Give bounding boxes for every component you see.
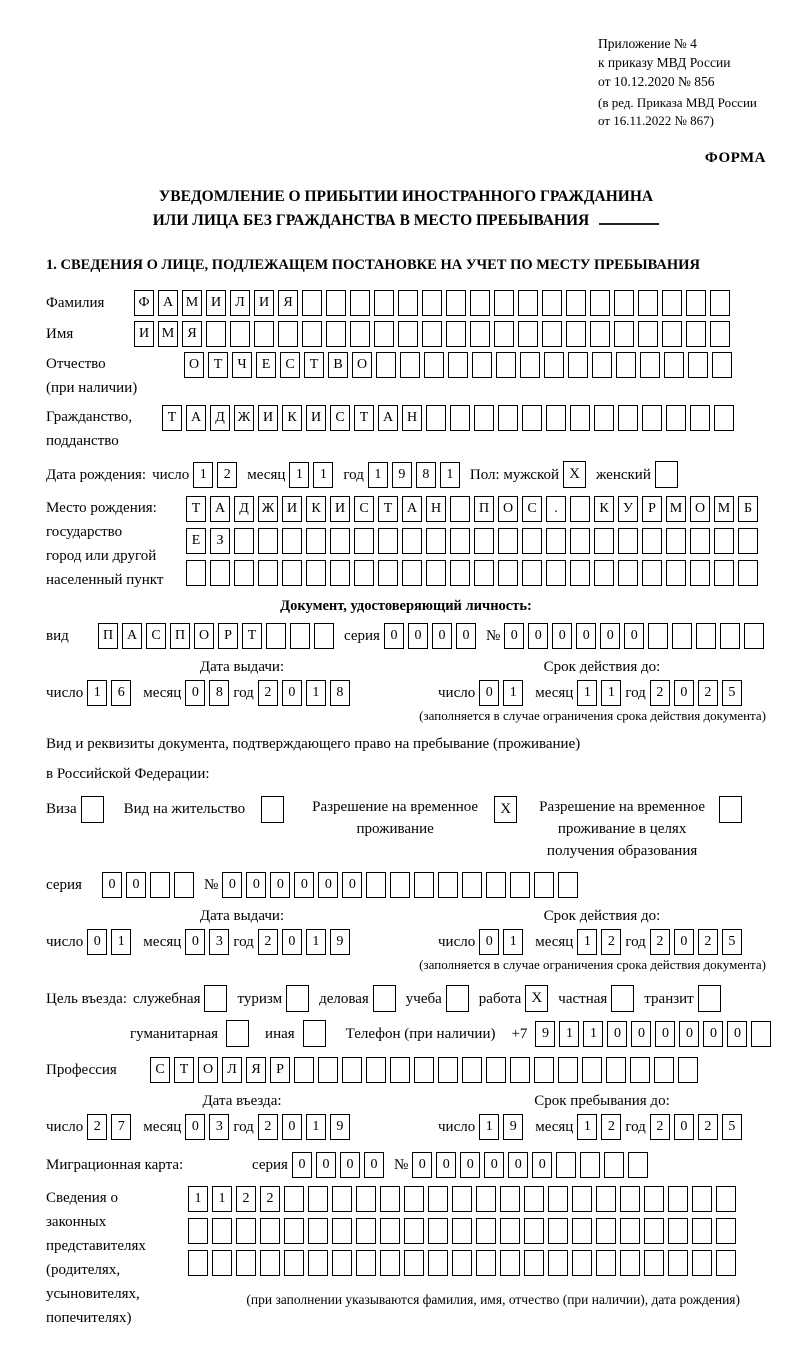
birthplace-label3: город или другой — [46, 548, 157, 564]
doc-series-field[interactable]: 0 0 0 0 — [384, 623, 480, 649]
doc-issue-month[interactable]: 0 8 — [185, 680, 233, 706]
day-label: число — [438, 1118, 476, 1135]
temp-residence-edu-checkbox[interactable] — [719, 796, 746, 823]
citizenship-label-block — [46, 405, 162, 453]
doc-number-label: № — [485, 628, 501, 644]
revision-line: от 16.11.2022 № 867) — [598, 113, 715, 128]
title-blank-underline — [599, 209, 659, 225]
permit-issue-month[interactable]: 0 3 — [185, 929, 233, 955]
birthplace-field-row2[interactable]: Е З — [186, 528, 762, 554]
permit-series-label: серия — [46, 877, 82, 893]
permit-expiry-heading: Срок действия до: — [543, 908, 661, 924]
birthplace-label4: населенный пункт — [46, 572, 164, 588]
day-label: число — [46, 684, 84, 701]
temp-residence-edu-label: Разрешение на временное проживание в целях получения образования — [539, 799, 706, 859]
phone-field[interactable]: 9 1 1 0 0 0 0 0 0 — [535, 1021, 775, 1047]
purpose-row — [46, 985, 766, 1012]
day-label: число — [438, 933, 476, 950]
month-label: месяц — [247, 466, 286, 483]
doc-issue-day[interactable]: 1 6 — [87, 680, 135, 706]
profession-field[interactable]: С Т О Л Я Р — [150, 1057, 702, 1083]
day-label: число — [152, 466, 190, 483]
residence-permit-label: Вид на жительство — [123, 801, 246, 817]
surname-row — [46, 290, 766, 316]
doc-expiry-heading: Срок действия до: — [543, 659, 661, 675]
permit-number-label: № — [204, 877, 219, 893]
purpose-transit-label: транзит — [644, 990, 694, 1007]
form-label: ФОРМА — [704, 150, 766, 166]
reps-label4: (родителях, — [46, 1262, 121, 1278]
permit-expiry-month[interactable]: 1 2 — [577, 929, 625, 955]
firstname-row — [46, 321, 766, 347]
reps-label2: законных — [46, 1214, 107, 1230]
month-label: месяц — [143, 684, 182, 701]
doc-number-field[interactable]: 0 0 0 0 0 0 — [504, 623, 768, 649]
temp-residence-checkbox[interactable]: X — [494, 796, 521, 823]
sex-female-label: женский — [596, 466, 651, 483]
profession-row — [46, 1057, 766, 1083]
migcard-series-field[interactable]: 0 0 0 0 — [292, 1152, 388, 1178]
permit-issue-heading: Дата выдачи: — [199, 908, 285, 924]
day-label: число — [46, 1118, 84, 1135]
form-title — [46, 185, 766, 233]
patronymic-note: (при наличии) — [46, 380, 138, 396]
citizenship-label: Гражданство, — [46, 409, 133, 425]
year-label: год — [625, 933, 646, 950]
purpose-label: Цель въезда: — [46, 990, 127, 1007]
month-label: месяц — [535, 1118, 574, 1135]
reps-field-row3[interactable] — [188, 1250, 740, 1276]
permit-intro1: Вид и реквизиты документа, подтверждающего право на пребывание (проживание) — [46, 736, 581, 752]
doc-series-label: серия — [344, 628, 380, 644]
firstname-label: Имя — [46, 326, 74, 342]
birthplace-label1: Место рождения: — [46, 500, 157, 516]
form-title-line2: ИЛИ ЛИЦА БЕЗ ГРАЖДАНСТВА В МЕСТО ПРЕБЫВАНИЯ — [46, 209, 766, 233]
stay-until-year[interactable]: 2 0 2 5 — [650, 1114, 746, 1140]
permit-expiry-day[interactable]: 0 1 — [479, 929, 527, 955]
migcard-number-field[interactable]: 0 0 0 0 0 0 — [412, 1152, 652, 1178]
doc-kind-label: вид — [46, 628, 69, 644]
profession-label: Профессия — [46, 1062, 117, 1078]
purpose-other-label: иная — [265, 1025, 295, 1042]
month-label: месяц — [143, 1118, 182, 1135]
permit-expiry-year[interactable]: 2 0 2 5 — [650, 929, 746, 955]
migcard-number-label: № — [393, 1157, 409, 1173]
permit-issue-day[interactable]: 0 1 — [87, 929, 135, 955]
revision-line: (в ред. Приказа МВД России — [598, 95, 757, 110]
year-label: год — [233, 933, 254, 950]
validity-note: (заполняется в случае ограничения срока действия документа) — [419, 708, 766, 723]
permit-number-field[interactable]: 0 0 0 0 0 0 — [222, 872, 582, 898]
purpose-tourism-checkbox[interactable] — [286, 985, 313, 1012]
purpose-private-checkbox[interactable] — [611, 985, 638, 1012]
purpose-business-checkbox[interactable] — [373, 985, 400, 1012]
doc-kind-field[interactable]: П А С П О Р Т — [98, 623, 338, 649]
year-label: год — [233, 1118, 254, 1135]
patronymic-row — [46, 352, 766, 400]
purpose-row2 — [46, 1020, 766, 1047]
purpose-work-checkbox[interactable]: X — [525, 985, 552, 1012]
section1-heading: 1. СВЕДЕНИЯ О ЛИЦЕ, ПОДЛЕЖАЩЕМ ПОСТАНОВКЕ НА УЧЕТ ПО МЕСТУ ПРЕБЫВАНИЯ — [46, 257, 700, 273]
purpose-work-label: работа — [478, 990, 522, 1007]
reps-label6: попечителях) — [46, 1310, 132, 1326]
doc-expiry-year[interactable]: 2 0 2 5 — [650, 680, 746, 706]
representatives-row — [46, 1186, 766, 1330]
permit-options-row — [46, 796, 766, 862]
year-label: год — [233, 684, 254, 701]
reps-field-row2[interactable] — [188, 1218, 740, 1244]
year-label: год — [625, 1118, 646, 1135]
reps-field-row1[interactable]: 1 1 2 2 — [188, 1186, 740, 1212]
birthplace-row — [46, 496, 766, 592]
birthplace-field-row1[interactable]: Т А Д Ж И К И С Т А Н П О С . К У Р М О М Б — [186, 496, 762, 522]
reps-label5: усыновителях, — [46, 1286, 140, 1302]
doc-issue-year[interactable]: 2 0 1 8 — [258, 680, 354, 706]
permit-series-field[interactable]: 0 0 — [102, 872, 198, 898]
representatives-label-block — [46, 1186, 188, 1330]
permit-issue-year[interactable]: 2 0 1 9 — [258, 929, 354, 955]
birthplace-fields — [186, 496, 762, 586]
entry-date-group — [46, 1093, 438, 1140]
purpose-other-checkbox[interactable] — [303, 1020, 330, 1047]
year-label: год — [625, 684, 646, 701]
appendix-line: от 10.12.2020 № 856 — [598, 74, 715, 89]
appendix-citation — [598, 34, 766, 91]
birthdate-row — [46, 461, 766, 488]
month-label: месяц — [535, 933, 574, 950]
patronymic-field[interactable]: О Т Ч Е С Т В О — [184, 352, 736, 378]
entry-day[interactable]: 2 7 — [87, 1114, 135, 1140]
identity-doc-dates — [46, 659, 766, 706]
sex-male-label: Пол: мужской — [469, 466, 560, 483]
entry-year[interactable]: 2 0 1 9 — [258, 1114, 354, 1140]
purpose-humanitarian-label: гуманитарная — [130, 1025, 219, 1042]
stay-until-heading: Срок пребывания до: — [534, 1093, 670, 1109]
stay-until-group — [438, 1093, 766, 1140]
purpose-business-label: деловая — [319, 990, 369, 1007]
form-title-line1: УВЕДОМЛЕНИЕ О ПРИБЫТИИ ИНОСТРАННОГО ГРАЖДАНИНА — [158, 188, 654, 205]
stay-until-day[interactable]: 1 9 — [479, 1114, 527, 1140]
doc-issue-heading: Дата выдачи: — [199, 659, 285, 675]
month-label: месяц — [535, 684, 574, 701]
day-label: число — [46, 933, 84, 950]
residence-permit-checkbox[interactable] — [261, 796, 288, 823]
appendix-line: к приказу МВД России — [598, 55, 731, 70]
reps-label3: представителях — [46, 1238, 146, 1254]
visa-label: Виза — [46, 801, 77, 817]
purpose-study-checkbox[interactable] — [446, 985, 473, 1012]
birthplace-label2: государство — [46, 524, 123, 540]
entry-month[interactable]: 0 3 — [185, 1114, 233, 1140]
month-label: месяц — [143, 933, 182, 950]
purpose-study-label: учеба — [405, 990, 442, 1007]
entry-dates — [46, 1093, 766, 1140]
patronymic-label-block — [46, 352, 184, 400]
identity-doc-row — [46, 623, 766, 649]
purpose-official-checkbox[interactable] — [204, 985, 231, 1012]
sex-female-checkbox[interactable] — [655, 461, 682, 488]
citizenship-field[interactable]: Т А Д Ж И К И С Т А Н — [162, 405, 738, 431]
surname-field[interactable]: Ф А М И Л И Я — [134, 290, 734, 316]
permit-intro2: в Российской Федерации: — [46, 766, 210, 782]
birthplace-label-block — [46, 496, 186, 592]
doc-expiry-day[interactable]: 0 1 — [479, 680, 527, 706]
appendix-line: Приложение № 4 — [598, 36, 697, 51]
birthplace-field-row3[interactable] — [186, 560, 762, 586]
birth-month-field[interactable]: 1 1 — [289, 462, 337, 488]
birthdate-label: Дата рождения: — [46, 466, 147, 483]
purpose-private-label: частная — [558, 990, 608, 1007]
permit-expiry-group — [438, 908, 766, 955]
doc-issue-group — [46, 659, 438, 706]
representatives-fields — [188, 1186, 740, 1308]
entry-date-heading: Дата въезда: — [202, 1093, 282, 1109]
migration-card-label: Миграционная карта: — [46, 1157, 184, 1173]
purpose-humanitarian-checkbox[interactable] — [226, 1020, 253, 1047]
stay-until-month[interactable]: 1 2 — [577, 1114, 625, 1140]
citizenship-label2: подданство — [46, 433, 119, 449]
sex-male-checkbox[interactable]: X — [563, 461, 590, 488]
phone-label: Телефон (при наличии) — [345, 1025, 496, 1042]
patronymic-label: Отчество — [46, 356, 106, 372]
identity-doc-heading: Документ, удостоверяющий личность: — [280, 598, 532, 614]
firstname-field[interactable]: И М Я — [134, 321, 734, 347]
citizenship-row — [46, 405, 766, 453]
doc-expiry-group — [438, 659, 766, 706]
surname-label: Фамилия — [46, 295, 105, 311]
purpose-tourism-label: туризм — [237, 990, 283, 1007]
birth-day-field[interactable]: 1 2 — [193, 462, 241, 488]
phone-prefix: +7 — [511, 1025, 528, 1042]
validity-note: (заполняется в случае ограничения срока действия документа) — [419, 957, 766, 972]
migration-card-row — [46, 1152, 766, 1178]
year-label: год — [343, 466, 364, 483]
doc-expiry-month[interactable]: 1 1 — [577, 680, 625, 706]
permit-series-row — [46, 872, 766, 898]
representatives-note: (при заполнении указываются фамилия, имя, отчество (при наличии), дата рождения) — [246, 1292, 740, 1307]
day-label: число — [438, 684, 476, 701]
birth-year-field[interactable]: 1 9 8 1 — [368, 462, 464, 488]
visa-checkbox[interactable] — [81, 796, 108, 823]
purpose-official-label: служебная — [132, 990, 201, 1007]
permit-dates — [46, 908, 766, 955]
reps-label1: Сведения о — [46, 1190, 118, 1206]
revision-citation — [598, 94, 766, 130]
migcard-series-label: серия — [252, 1157, 288, 1173]
temp-residence-label: Разрешение на временное проживание — [312, 799, 479, 837]
purpose-transit-checkbox[interactable] — [698, 985, 725, 1012]
permit-issue-group — [46, 908, 438, 955]
